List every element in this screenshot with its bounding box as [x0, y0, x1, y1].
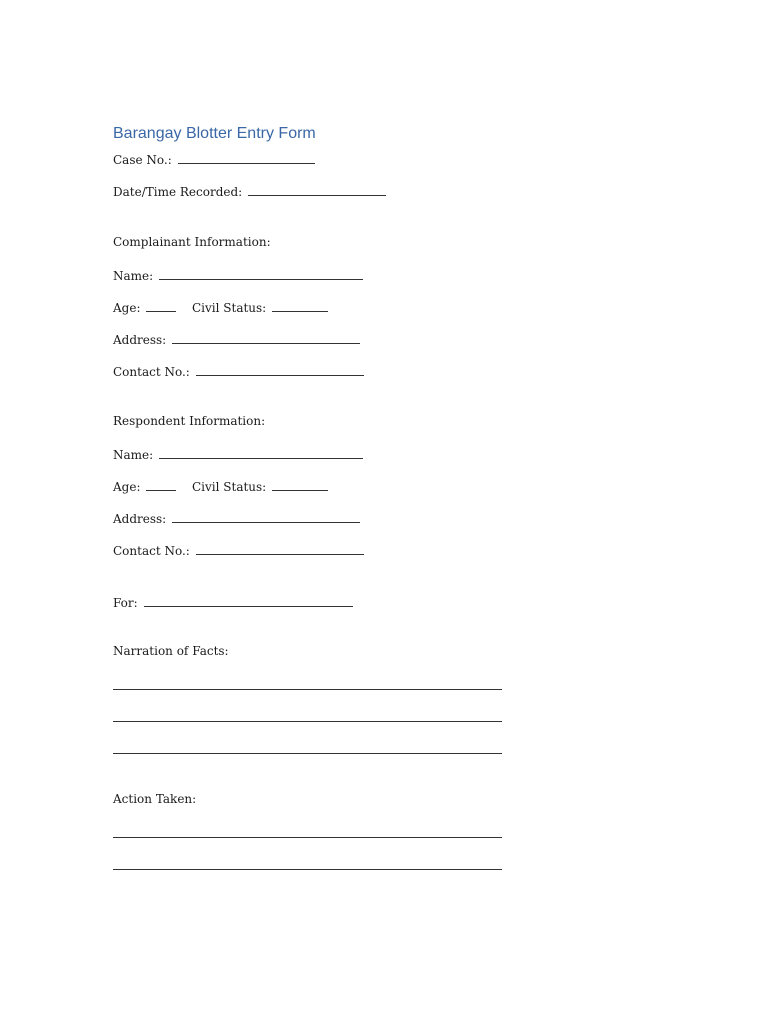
- complainant-age-row: [113, 299, 328, 316]
- complainant-civil-status-field[interactable]: [272, 299, 328, 312]
- datetime-label: Date/Time Recorded:: [113, 185, 243, 199]
- respondent-name-label: Name:: [113, 448, 154, 462]
- for-field[interactable]: [144, 594, 353, 607]
- respondent-name-field[interactable]: [159, 446, 363, 459]
- complainant-heading: Complainant Information:: [113, 235, 271, 249]
- narration-line[interactable]: [113, 753, 502, 754]
- datetime-field[interactable]: [248, 183, 386, 196]
- complainant-age-label: Age:: [113, 301, 141, 315]
- respondent-civil-status-field[interactable]: [272, 478, 328, 491]
- respondent-address-row: [113, 510, 360, 527]
- respondent-address-field[interactable]: [172, 510, 360, 523]
- respondent-age-label: Age:: [113, 480, 141, 494]
- complainant-name-label: Name:: [113, 269, 154, 283]
- respondent-age-field[interactable]: [146, 478, 176, 491]
- case-no-field[interactable]: [178, 151, 315, 164]
- form-title: Barangay Blotter Entry Form: [113, 125, 316, 142]
- complainant-address-row: [113, 331, 360, 348]
- complainant-age-field[interactable]: [146, 299, 176, 312]
- complainant-civil-status-label: Civil Status:: [191, 301, 267, 315]
- case-no-label: Case No.:: [113, 153, 172, 167]
- respondent-age-row: [113, 478, 328, 495]
- for-row: [113, 594, 353, 611]
- respondent-contact-field[interactable]: [196, 542, 364, 555]
- datetime-row: [113, 183, 386, 200]
- complainant-contact-row: [113, 363, 364, 380]
- respondent-heading: Respondent Information:: [113, 414, 266, 428]
- action-label: Action Taken:: [113, 792, 197, 806]
- narration-line[interactable]: [113, 721, 502, 722]
- for-label: For:: [113, 596, 138, 610]
- respondent-contact-label: Contact No.:: [113, 544, 190, 558]
- complainant-name-row: [113, 267, 363, 284]
- respondent-address-label: Address:: [113, 512, 167, 526]
- narration-line[interactable]: [113, 689, 502, 690]
- complainant-contact-field[interactable]: [196, 363, 364, 376]
- action-line[interactable]: [113, 837, 502, 838]
- action-line[interactable]: [113, 869, 502, 870]
- complainant-name-field[interactable]: [159, 267, 363, 280]
- respondent-civil-status-label: Civil Status:: [191, 480, 267, 494]
- respondent-name-row: [113, 446, 363, 463]
- case-no-row: [113, 151, 315, 168]
- complainant-contact-label: Contact No.:: [113, 365, 190, 379]
- narration-label: Narration of Facts:: [113, 644, 229, 658]
- complainant-address-field[interactable]: [172, 331, 360, 344]
- complainant-address-label: Address:: [113, 333, 167, 347]
- respondent-contact-row: [113, 542, 364, 559]
